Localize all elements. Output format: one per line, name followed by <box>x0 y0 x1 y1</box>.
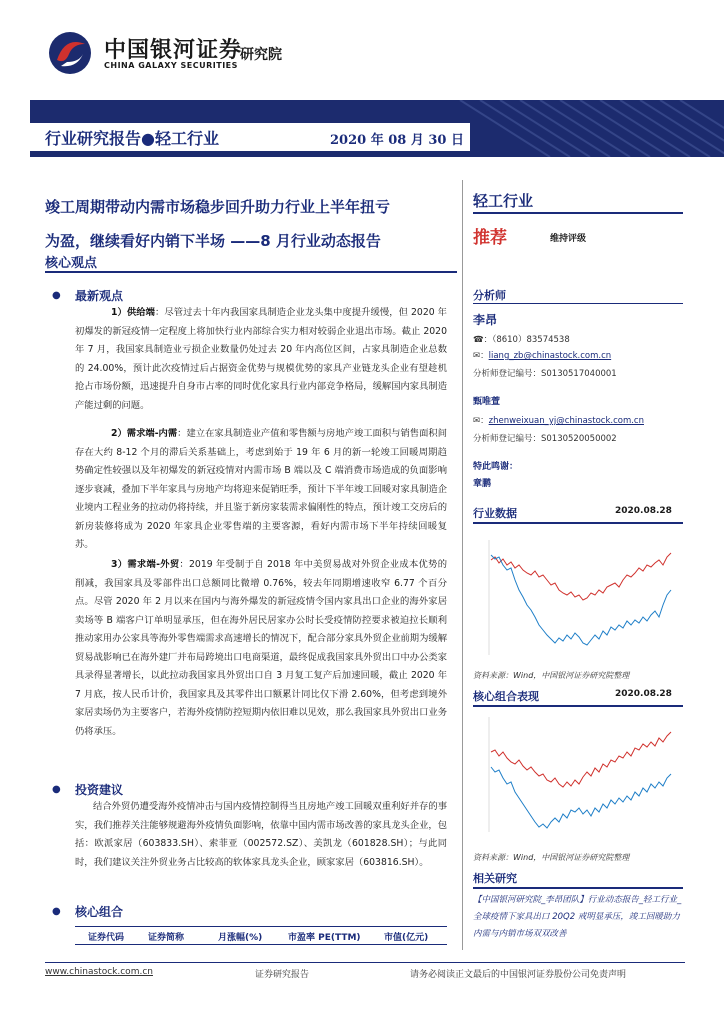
chart-2-series-blue <box>491 767 671 828</box>
paragraph-invest: 结合外贸仍遭受海外疫情冲击与国内疫情控制得当且房地产竣工回暖双重利好并存的事实，我们推荐关注能够规避海外疫情负面影响，依靠中国内需市场改善的家具龙头企业，包括：欧派家居（603833.SH）、索菲亚（002572.SZ）、美凯龙（601828.SH）；与此同时，我们建议关注外贸业务占比较高的软体家具龙头企业，顾家家居（603816.SH）。 <box>75 801 447 868</box>
paragraph-domestic-lead: 2）需求端-内需 <box>111 428 178 439</box>
paragraph-supply-text: ：尽管过去十年内我国家具制造企业龙头集中度提升缓慢，但 2020 年初爆发的新冠疫情一定程度上将加快行业内部综合实力相对较弱企业退出市场。截止 2020 年 7 月，我国家具制造业亏损企业数量仍处过去 20 年内高位区间，占家具制造企业总数的 24.00%，预计此次疫情过后占据资金优势与规模优势的家具产业链龙头企业有望趁机抢占市场份额，迅速提升自身市占率的同时优化家具行业内部竞争格局，缓解国内家具制造产能过剩的问题。 <box>75 307 447 411</box>
analyst-2-name: 甄唯萱 <box>473 397 501 407</box>
paragraph-supply-lead: 1）供给端 <box>111 307 156 318</box>
table-header-rule <box>75 944 447 945</box>
industry-data-heading: 行业数据 <box>473 507 517 520</box>
chart-1-source: 资料来源：Wind，中国银河证券研究院整理 <box>473 671 630 680</box>
table-header-name: 证券简称 <box>148 933 185 943</box>
chart-1-series-red <box>491 553 671 600</box>
table-header-mcap: 市值(亿元) <box>384 933 429 943</box>
combo-date: 2020.08.28 <box>615 689 672 699</box>
footer-rule <box>45 962 685 963</box>
analyst-2-reg: 分析师登记编号：S0130520050002 <box>473 434 617 444</box>
analyst-1-reg: 分析师登记编号：S0130517040001 <box>473 369 617 379</box>
combo-rule <box>473 705 683 707</box>
logo-cn: 中国银河证券 <box>104 38 243 63</box>
analyst-1-email-row <box>473 349 611 361</box>
industry-data-chart <box>473 535 683 660</box>
bullet-icon: ● <box>52 784 61 795</box>
industry-data-date: 2020.08.28 <box>615 506 672 516</box>
analyst-heading: 分析师 <box>473 289 506 302</box>
paragraph-export <box>75 556 447 741</box>
footer-mid: 证券研究报告 <box>255 970 310 980</box>
analyst-1-email[interactable]: liang_zb@chinastock.com.cn <box>488 351 612 361</box>
analyst-1-name: 李昂 <box>473 313 498 327</box>
column-divider <box>462 180 463 950</box>
related-heading: 相关研究 <box>473 872 517 885</box>
chart-1-series-blue <box>491 555 671 645</box>
table-header-pe: 市盈率 PE(TTM) <box>288 933 361 943</box>
chart-2-series-red <box>491 732 671 787</box>
table-header-monthly: 月涨幅(%) <box>218 933 263 943</box>
section-latest: 最新观点 <box>75 289 124 303</box>
thanks-label: 特此鸣谢： <box>473 462 519 472</box>
analyst-1-phone: ☎：（8610）83574538 <box>473 335 570 345</box>
mail-icon: ✉： <box>473 351 489 361</box>
thanks-name: 章鹏 <box>473 479 492 489</box>
rating: 推荐 <box>473 228 507 248</box>
footer-url[interactable]: www.chinastock.com.cn <box>45 967 153 977</box>
combo-heading: 核心组合表现 <box>473 690 539 703</box>
footer-disclaimer: 请务必阅读正文最后的中国银河证券股份公司免责声明 <box>410 970 627 980</box>
paragraph-export-text: ：2019 年受制于自 2018 年中美贸易战对外贸企业成本优势的削减，我国家具及零部件出口总额同比微增 0.76%，较去年同期增速收窄 6.77 个百分点。尽管 2020 年 2 月以来在国内与海外爆发的新冠疫情令国内家具出口企业的海外家居卖场等 B 端客户订单明显承压，但在海外居民居家办公时长受疫情防控要求被迫拉长顺利推动家用办公家具等海外零售端需求高速增长的情况下，配合部分家具外贸企业前期为缓解贸易战影响已在海外建厂并布局跨境出口电商渠道，最终促成我国家具外贸出口中办公类家具录得显著增长，以此拉动我国家具外贸出口自 3 月复工复产后加速回暖，截止 2020 年 7 月底，按人民币计价，我国家具及其零件出口额累计同比仅下滑 2.60%，但考虑到境外家居卖场仍为主要客户，若海外疫情防控短期内依旧难以见效，那么我国家具外贸出口业务仍将承压。 <box>75 559 448 737</box>
paragraph-domestic-text: ：建立在家具制造业产值和零售额与房地产竣工面积与销售面积间存在大约 8-12 个月的滞后关系基础上，考虑到始于 19 年 6 月的新一轮竣工回暖周期趋势确定性较强以及年初爆发的新冠疫情对内需市场 B 端以及 C 端消费市场造成的负面影响逐步衰减，叠加下半年家具与房地产均将迎来促销旺季，预计下半年竣工回暖对家具制造企业境内工程业务的拉动仍将持续，并且鉴于新房家装需求偏刚性的特点，预计竣工交房后的新房装修将成为 2020 年家具企业零售端的主要客源，看好内需市场下半年持续回暖复苏。 <box>75 428 447 550</box>
paragraph-domestic <box>75 425 447 555</box>
paragraph-export-lead: 3）需求端-外贸 <box>111 559 180 570</box>
bullet-icon: ● <box>52 290 61 301</box>
title-line-2: 为盈，继续看好内销下半场 ——8 月行业动态报告 <box>45 232 381 250</box>
section-invest: 投资建议 <box>75 783 124 797</box>
table-top-rule <box>75 926 447 927</box>
report-date: 2020 年 08 月 30 日 <box>330 133 464 148</box>
table-header-code: 证券代码 <box>88 933 125 943</box>
bullet-icon: ● <box>52 906 61 917</box>
related-report-link[interactable]: 【中国银河研究院_李昂团队】行业动态报告_轻工行业_全球疫情下家具出口 20Q2 戒明显承压，竣工回暖助力内需与内销市场双双改善 <box>473 895 682 939</box>
paragraph-supply <box>75 304 447 415</box>
logo-dept: 研究院 <box>240 47 282 63</box>
mail-icon: ✉： <box>473 416 489 426</box>
analyst-2-email-row <box>473 414 644 426</box>
industry-rule <box>473 212 683 214</box>
core-label: 核心观点 <box>45 256 98 271</box>
report-title <box>45 190 455 258</box>
industry-data-rule <box>473 522 683 524</box>
core-combo-chart <box>473 712 683 837</box>
analyst-2-email[interactable]: zhenweixuan_yj@chinastock.com.cn <box>488 416 644 426</box>
analyst-rule <box>473 303 683 304</box>
section-core-combo: 核心组合 <box>75 905 124 919</box>
rating-note: 维持评级 <box>550 234 587 244</box>
logo-en: CHINA GALAXY SECURITIES <box>104 61 238 70</box>
report-category: 行业研究报告●轻工行业 <box>45 129 219 148</box>
title-divider <box>45 271 457 273</box>
related-rule <box>473 887 683 889</box>
industry-label: 轻工行业 <box>473 192 534 210</box>
chart-2-source: 资料来源：Wind，中国银河证券研究院整理 <box>473 853 630 862</box>
galaxy-logo-icon <box>47 30 93 76</box>
title-line-1: 竣工周期带动内需市场稳步回升助力行业上半年扭亏 <box>45 198 391 216</box>
